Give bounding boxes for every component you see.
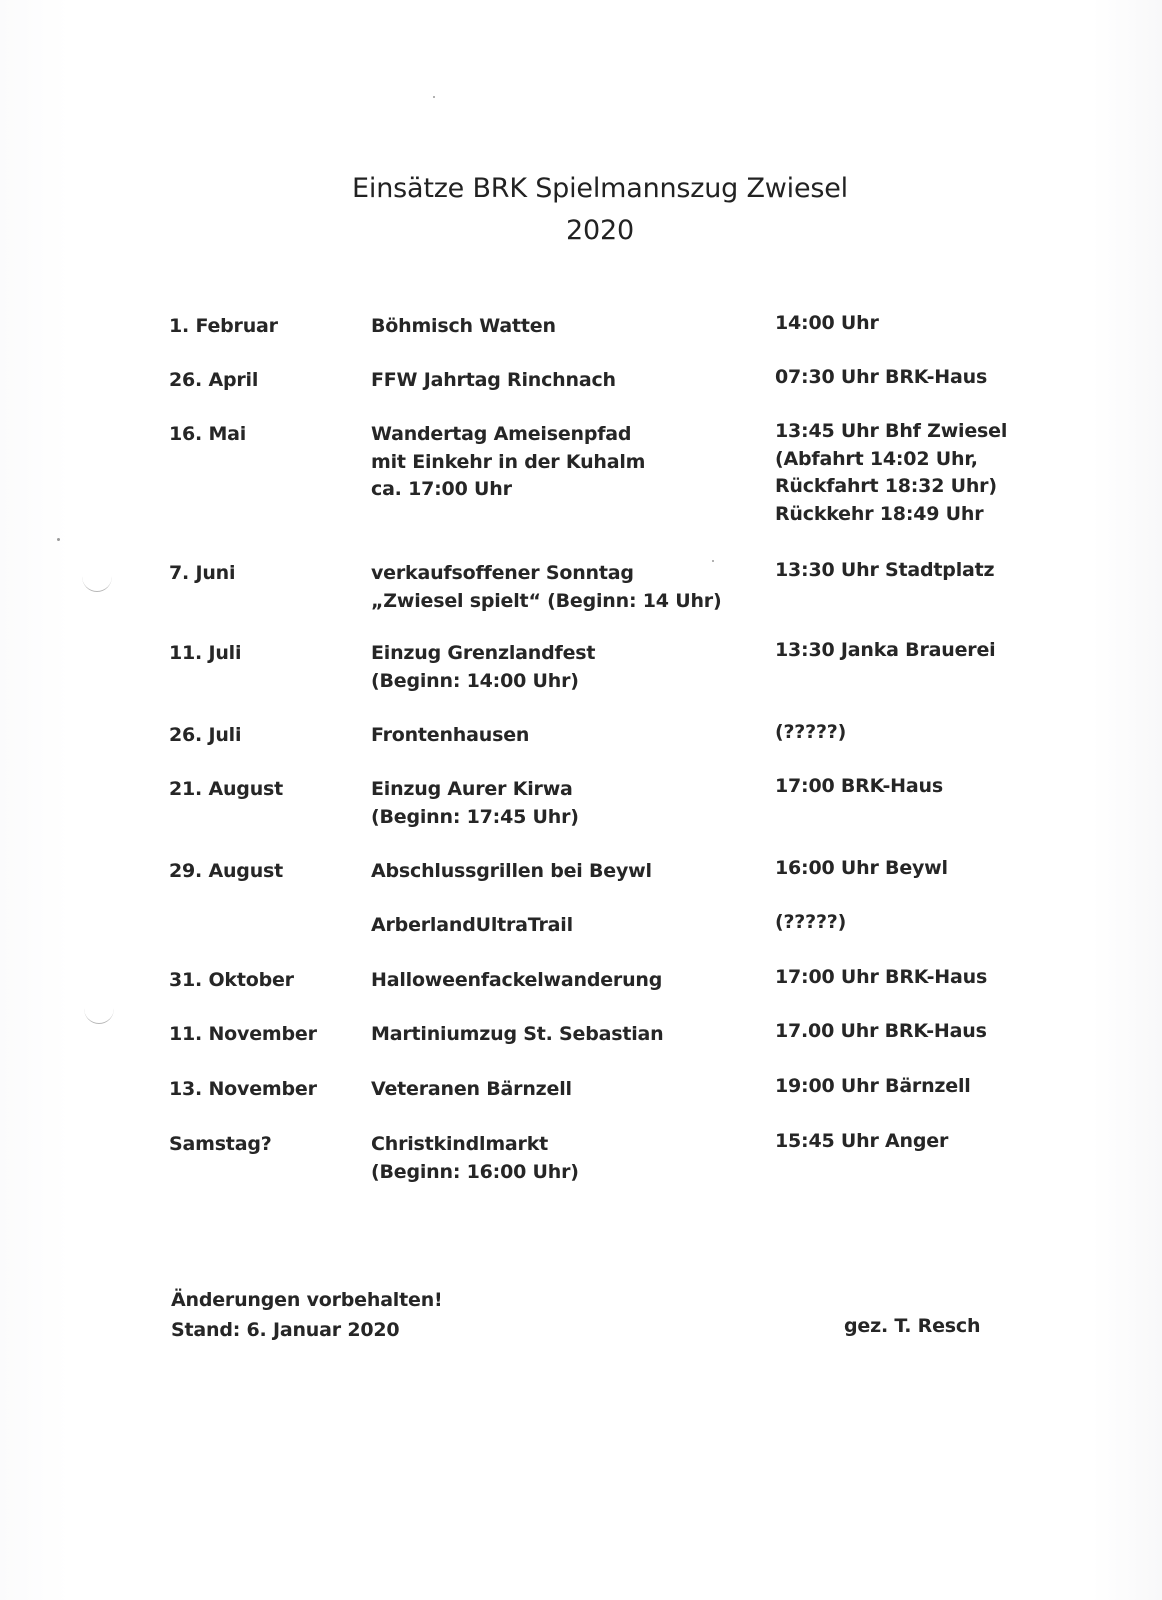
page-subtitle-year: 2020: [566, 215, 634, 246]
time-line: 13:30 Janka Brauerei: [775, 639, 996, 661]
row-date: 29. August: [169, 860, 284, 882]
event-line: (Beginn: 16:00 Uhr): [371, 1160, 579, 1183]
event-line: ca. 17:00 Uhr: [371, 478, 512, 500]
row-date: 1. Februar: [169, 315, 278, 337]
event-line: (Beginn: 17:45 Uhr): [371, 805, 579, 828]
row-date: 11. November: [169, 1023, 317, 1045]
time-line: 14:00 Uhr: [775, 312, 879, 334]
row-event: [371, 367, 616, 395]
speck: [57, 538, 60, 541]
event-line: Christkindlmarkt: [371, 1133, 549, 1155]
event-line: (Beginn: 14:00 Uhr): [371, 669, 579, 692]
row-date: 7. Juni: [169, 562, 236, 584]
time-line: (?????): [775, 911, 847, 933]
row-event: [371, 1131, 579, 1186]
time-line: 16:00 Uhr Beywl: [775, 857, 948, 879]
footer-notes: [171, 1285, 443, 1345]
footer-stand: Stand: 6. Januar 2020: [171, 1319, 400, 1341]
punch-hole-mark: [82, 561, 112, 592]
row-time: [775, 1128, 948, 1156]
event-line: FFW Jahrtag Rinchnach: [371, 369, 616, 391]
event-line: Halloweenfackelwanderung: [371, 969, 663, 991]
time-line: 07:30 Uhr BRK-Haus: [775, 366, 988, 388]
row-event: [371, 313, 556, 341]
time-line: (?????): [775, 721, 847, 743]
time-line: 17.00 Uhr BRK-Haus: [775, 1020, 987, 1042]
row-date: 11. Juli: [169, 642, 242, 664]
time-line: 13:30 Uhr Stadtplatz: [775, 559, 995, 581]
speck: [433, 96, 435, 98]
row-date: 26. Juli: [169, 724, 242, 746]
event-line: verkaufsoffener Sonntag: [371, 562, 634, 584]
row-event: [371, 640, 595, 695]
page-title: Einsätze BRK Spielmannszug Zwiesel: [352, 173, 848, 204]
event-line: ArberlandUltraTrail: [371, 914, 573, 936]
footer-signature: gez. T. Resch: [844, 1315, 981, 1337]
event-line: Wandertag Ameisenpfad: [371, 423, 632, 445]
row-event: [371, 967, 662, 995]
row-time: [775, 364, 987, 392]
row-date: 31. Oktober: [169, 969, 294, 991]
row-event: [371, 1021, 664, 1049]
row-event: [371, 912, 573, 940]
time-line: (Abfahrt 14:02 Uhr,: [775, 447, 978, 470]
time-line: Rückkehr 18:49 Uhr: [775, 502, 984, 525]
row-time: [775, 855, 948, 883]
row-time: [775, 418, 1007, 528]
row-time: [775, 1073, 971, 1101]
row-date: Samstag?: [169, 1133, 272, 1155]
row-event: [371, 776, 579, 831]
punch-hole-mark: [84, 993, 114, 1024]
row-date: 16. Mai: [169, 423, 247, 445]
row-date: 26. April: [169, 369, 259, 391]
event-line: mit Einkehr in der Kuhalm: [371, 450, 646, 473]
row-time: [775, 909, 846, 937]
row-time: [775, 773, 943, 801]
time-line: Rückfahrt 18:32 Uhr): [775, 475, 997, 497]
row-time: [775, 964, 987, 992]
time-line: 17:00 Uhr BRK-Haus: [775, 966, 988, 988]
row-date: 21. August: [169, 778, 284, 800]
row-event: [371, 560, 721, 615]
row-time: [775, 557, 994, 585]
row-time: [775, 637, 995, 665]
event-line: Einzug Grenzlandfest: [371, 642, 596, 664]
footer-note: Änderungen vorbehalten!: [171, 1289, 443, 1311]
row-event: [371, 722, 529, 750]
event-line: Einzug Aurer Kirwa: [371, 778, 573, 800]
event-line: Veteranen Bärnzell: [371, 1078, 572, 1100]
time-line: 17:00 BRK-Haus: [775, 775, 943, 797]
event-line: „Zwiesel spielt“ (Beginn: 14 Uhr): [371, 589, 722, 612]
time-line: 15:45 Uhr Anger: [775, 1130, 949, 1152]
row-date: 13. November: [169, 1078, 317, 1100]
event-line: Abschlussgrillen bei Beywl: [371, 860, 652, 882]
time-line: 13:45 Uhr Bhf Zwiesel: [775, 420, 1008, 442]
row-time: [775, 719, 846, 747]
time-line: 19:00 Uhr Bärnzell: [775, 1075, 971, 1097]
row-event: [371, 1076, 572, 1104]
row-time: [775, 1018, 987, 1046]
event-line: Martiniumzug St. Sebastian: [371, 1023, 664, 1045]
row-event: [371, 858, 652, 886]
event-line: Böhmisch Watten: [371, 315, 556, 337]
row-time: [775, 310, 879, 338]
row-event: [371, 421, 645, 504]
event-line: Frontenhausen: [371, 724, 530, 746]
